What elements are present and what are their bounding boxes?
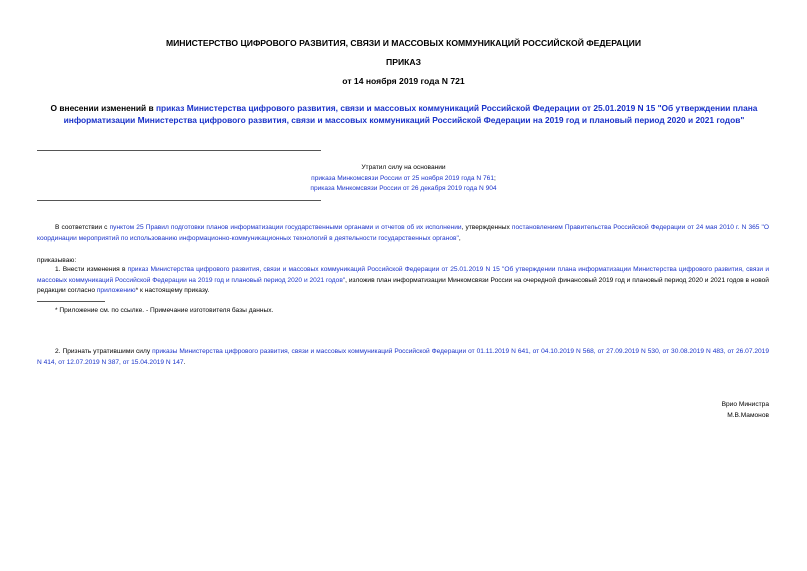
lost-force-note <box>300 163 507 195</box>
ministry-heading: МИНИСТЕРСТВО ЦИФРОВОГО РАЗВИТИЯ, СВЯЗИ И МАССОВЫХ КОММУНИКАЦИЙ РОССИЙСКОЙ ФЕДЕРАЦИИ <box>165 38 642 48</box>
item-1-paragraph <box>37 265 769 297</box>
order-word: приказываю: <box>37 257 77 264</box>
separator-top <box>37 150 321 151</box>
footnote-rule <box>37 301 105 302</box>
lost-force-line: Утратил силу на основании <box>361 164 446 171</box>
order-subject <box>34 102 774 126</box>
signatory-position: Врио Министра <box>721 401 769 408</box>
item-2-paragraph <box>37 347 769 368</box>
doc-type-heading: ПРИКАЗ <box>386 57 421 67</box>
appendix-link[interactable]: приложению <box>96 287 136 294</box>
signatory-name: М.В.Мамонов <box>727 411 769 419</box>
rules-point-25-link[interactable]: пунктом 25 Правил подготовки планов информатизации государственными органами и отчетов об их исполнении <box>109 224 462 231</box>
lost-force-link-761[interactable]: приказа Минкомсвязи России от 25 ноября 2019 года N 761 <box>311 174 495 182</box>
separator-bottom <box>37 200 321 201</box>
preamble-text-3: , <box>458 234 461 242</box>
repealed-orders-link[interactable]: приказы Министерства цифрового развития, связи и массовых коммуникаций Российской Федерации от 01.11.2019 N 641, от 04.10.2019 N 568, от 27.09.2019 N 530, от 30.08.2019 N 483, от 26.07.2019 N 414, от 12.07.2019 N 387, от 15.04.2019 N 147 <box>37 348 769 366</box>
order-date-number: от 14 ноября 2019 года N 721 <box>342 76 465 86</box>
preamble-text-1: В соответствии с <box>55 224 110 231</box>
preamble-paragraph <box>37 223 769 244</box>
signature-block <box>722 400 769 421</box>
item-1-text-1: 1. Внести изменения в <box>55 266 128 273</box>
preamble-text-2: , утвержденных <box>461 224 512 231</box>
subject-prefix: О внесении изменений в <box>50 103 156 113</box>
footnote: * Приложение см. по ссылке. - Примечание изготовителя базы данных. <box>55 307 274 314</box>
item-1-order-15-link[interactable]: приказ Министерства цифрового развития, связи и массовых коммуникаций Российской Федерации от 25.01.2019 N 15 "Об утверждении плана информатизации Министерства цифрового развития, связи и массовых коммуникаций Российской Федерации на 2019 год и плановый период 2020 и 2021 годов" <box>37 266 769 284</box>
subject-amended-order-link[interactable]: приказ Министерства цифрового развития, связи и массовых коммуникаций Российской Федерации от 25.01.2019 N 15 "Об утверждении плана информатизации Министерства цифрового развития, связи и массовых коммуникаций Российской Федерации на 2019 год и плановый период 2020 и 2021 годов" <box>63 103 758 125</box>
item-1-text-2: , изложив план информатизации Минкомсвязи России на очередной финансовый 2019 год и плановый период 2020 и 2021 годов в новой редакции согласно <box>37 276 769 294</box>
lost-force-sep: ; <box>494 174 496 182</box>
item-1-text-3: * к настоящему приказу. <box>135 287 210 294</box>
government-resolution-365-link[interactable]: постановлением Правительства Российской Федерации от 24 мая 2010 г. N 365 "О координации мероприятий по использованию информационно-коммуникационных технологий в деятельности государственных органов" <box>37 224 770 242</box>
lost-force-link-904[interactable]: приказа Минкомсвязи России от 26 декабря 2019 года N 904 <box>310 185 497 192</box>
item-2-text-2: . <box>183 358 186 366</box>
item-2-text-1: 2. Признать утратившими силу <box>55 348 153 355</box>
